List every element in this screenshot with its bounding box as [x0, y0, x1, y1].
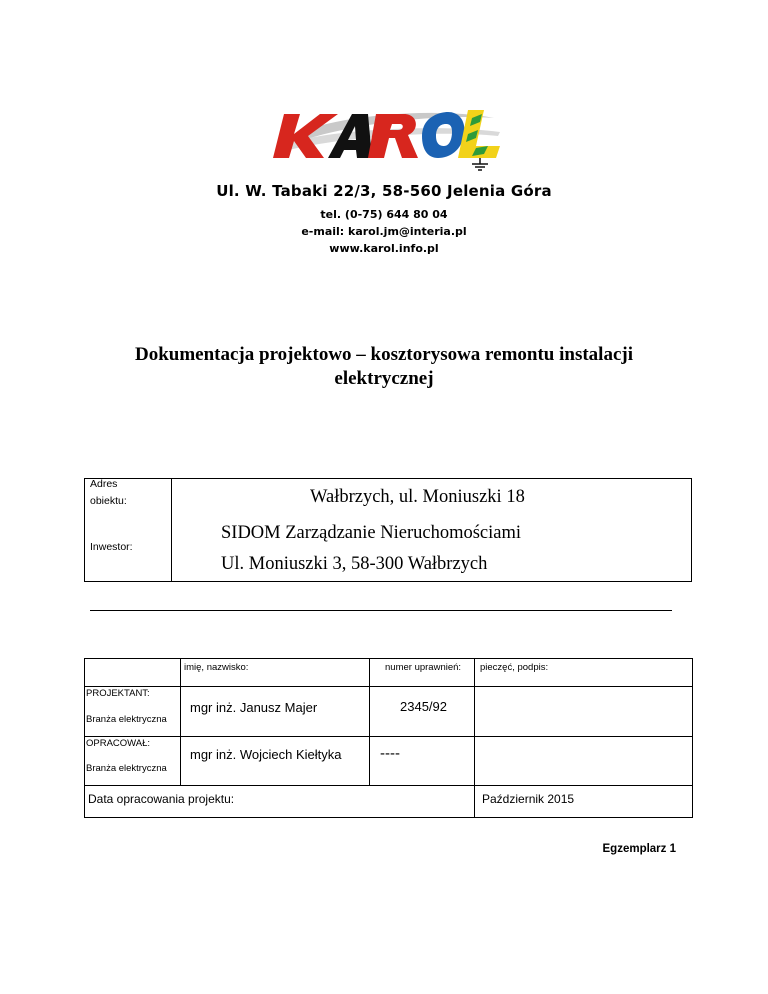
investor-name: SIDOM Zarządzanie Nieruchomościami	[221, 523, 522, 543]
address-label-line2: obiektu:	[90, 495, 127, 507]
address-label-line1: Adres	[90, 478, 118, 490]
table-col-line-2	[369, 658, 370, 785]
designer-license: 2345/92	[400, 699, 447, 714]
company-email: e-mail: karol.jm@interia.pl	[301, 225, 467, 238]
address-label	[90, 477, 127, 508]
document-title-line1: Dokumentacja projektowo – kosztorysowa remontu instalacji	[134, 344, 634, 365]
separator-line	[90, 610, 672, 611]
logo-letter-r	[368, 114, 418, 158]
date-value: Październik 2015	[482, 792, 575, 806]
table-col-line-1	[180, 658, 181, 785]
header-stamp: pieczęć, podpis:	[480, 662, 549, 673]
table-row-line-2	[84, 785, 693, 786]
prepared-name: mgr inż. Wojciech Kiełtyka	[190, 747, 342, 762]
company-website: www.karol.info.pl	[329, 242, 439, 255]
copy-number: Egzemplarz 1	[602, 843, 676, 855]
header-license: numer uprawnień:	[385, 662, 462, 673]
header-name: imię, nazwisko:	[184, 662, 249, 673]
document-title	[100, 343, 668, 391]
table-header-line	[84, 686, 693, 687]
date-label: Data opracowania projektu:	[88, 792, 235, 806]
ground-symbol-icon	[472, 158, 488, 170]
row-role-designer: PROJEKTANT:	[86, 688, 150, 699]
row-branch-prepared: Branża elektryczna	[86, 763, 167, 774]
table-row-line	[84, 736, 693, 737]
prepared-license: ----	[380, 745, 400, 762]
company-phone: tel. (0-75) 644 80 04	[320, 208, 448, 221]
logo-letter-o	[422, 112, 464, 158]
row-role-prepared: OPRACOWAŁ:	[86, 738, 151, 749]
row-branch-designer: Branża elektryczna	[86, 714, 167, 725]
object-info-divider	[171, 478, 172, 582]
company-logo	[262, 96, 508, 172]
designer-name: mgr inż. Janusz Majer	[190, 700, 318, 715]
investor-address: Ul. Moniuszki 3, 58-300 Wałbrzych	[221, 554, 488, 574]
object-address-value: Wałbrzych, ul. Moniuszki 18	[310, 487, 525, 507]
investor-label: Inwestor:	[90, 541, 133, 553]
company-address: Ul. W. Tabaki 22/3, 58-560 Jelenia Góra	[216, 182, 552, 200]
document-title-line2: elektrycznej	[334, 368, 434, 389]
table-col-line-3	[474, 658, 475, 818]
